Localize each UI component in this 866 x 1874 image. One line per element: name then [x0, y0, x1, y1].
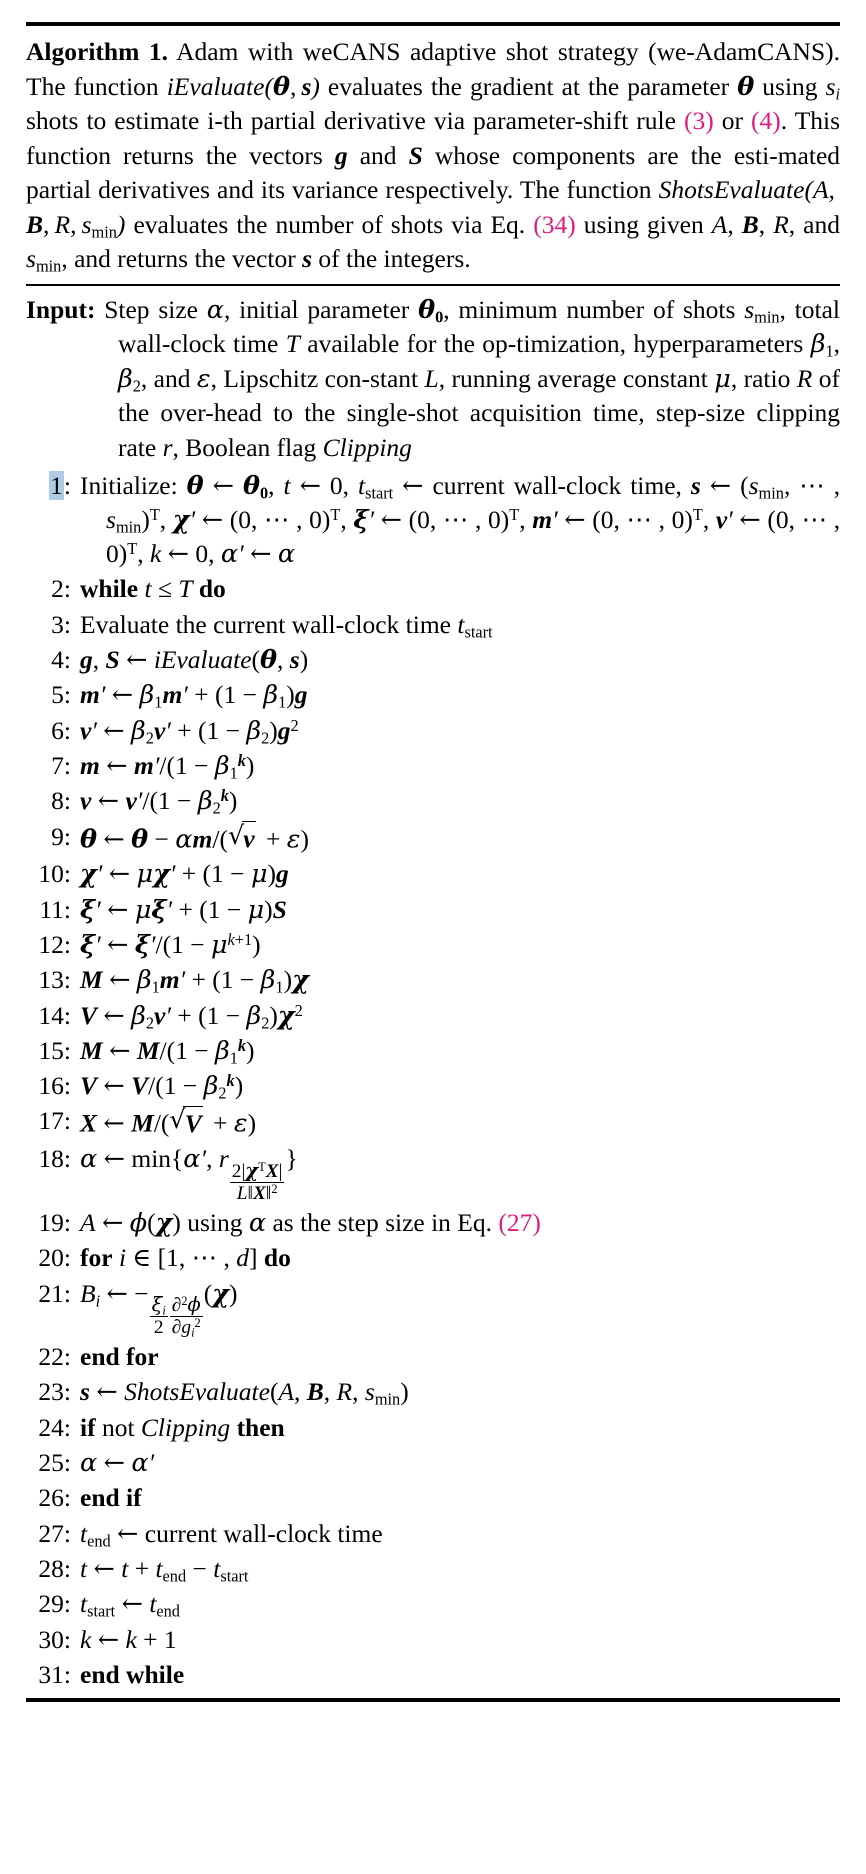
algorithm-caption: Algorithm 1. Adam with weCANS adaptive shot strategy (we-AdamCANS). The function iEvaluate(θ, s) evaluates the gradient at the parameter θ using $s_i$ shots to estimate i-th partial derivative via parameter-shift rule (3) or (4). This function returns the vectors g and S whose components are the esti-mated partial derivatives and its variance respectively. The function ShotsEvaluate(A, B, R, $s_{min}$) evaluates the number of shots via Eq. (34) using given A, B, R, and $s_{min}$, and returns the vector s of the integers.: [26, 37, 841, 276]
algorithm-label: Algorithm 1.: [26, 37, 168, 66]
step-body-27: $t_{end}$ ← current wall-clock time: [80, 1518, 383, 1551]
step-number-5: 5:: [51, 680, 71, 710]
step-number-27: 27:: [38, 1518, 71, 1548]
step-14: [26, 999, 840, 1033]
step-10: [26, 857, 840, 891]
step-number-2: 2:: [51, 574, 71, 604]
step-25: [26, 1446, 840, 1480]
step-number-29: 29:: [38, 1589, 71, 1619]
step-number-4: 4:: [51, 645, 71, 675]
algorithm-steps: [26, 469, 840, 1693]
step-number-11: 11:: [39, 894, 71, 924]
step-11: [26, 893, 840, 927]
caption-smin: $s_{min}$: [26, 244, 62, 276]
step-body-28: t ← $t + t_{end} - t_{start}$: [80, 1553, 249, 1586]
eq-ref-3[interactable]: (3): [683, 106, 714, 136]
step-number-14: 14:: [38, 1000, 71, 1030]
algorithm-bottom-rule: [26, 1698, 840, 1702]
step-number-16: 16:: [38, 1071, 71, 1101]
caption-and: and: [359, 140, 397, 170]
step-body-4: g, S ← iEvaluate(θ, s): [80, 645, 309, 676]
eq-ref-4[interactable]: (4): [751, 106, 781, 136]
step-body-31: end while: [80, 1659, 185, 1689]
input-clipping-flag: Clipping: [322, 433, 412, 463]
caption-S: S: [408, 140, 423, 170]
step-23: [26, 1375, 840, 1409]
step21-derivative-fraction: $\frac{\partial^2\phi}{\partial g_i^2}$: [171, 1292, 201, 1340]
step-2: [26, 572, 840, 606]
step-body-15: M ← $M/(1 - \beta_1^k)$: [80, 1035, 255, 1068]
step-number-10: 10:: [38, 859, 71, 889]
step-29: [26, 1587, 840, 1621]
step-22: [26, 1340, 840, 1374]
step-number-31: 31:: [38, 1659, 71, 1689]
step-body-30: k ← k + 1: [80, 1624, 177, 1655]
step-number-21: 21:: [38, 1278, 71, 1308]
input-theta0: $\theta_0$: [418, 294, 444, 327]
step-15: [26, 1034, 840, 1068]
input-epsilon: ε: [196, 363, 211, 394]
step-number-22: 22:: [38, 1342, 71, 1372]
step-13: [26, 963, 840, 997]
step-body-14: V ← $\beta_2v' + (1 - \beta_2)\chi^2$: [80, 1000, 303, 1033]
step-body-2: while t ≤ T do: [80, 574, 226, 604]
step-body-5: m′ ← $\beta_1m' + (1 - \beta_1)g$: [80, 680, 308, 712]
input-L: L: [424, 363, 439, 393]
step-number-9: 9:: [51, 821, 71, 851]
step-body-26: end if: [80, 1483, 142, 1513]
step-number-23: 23:: [38, 1377, 71, 1407]
step-9: [26, 820, 840, 857]
step-27: [26, 1517, 840, 1551]
input-r: r: [162, 433, 173, 463]
step-30: [26, 1623, 840, 1657]
caption-g: g: [334, 140, 348, 170]
step-number-18: 18:: [38, 1144, 71, 1174]
step-body-12: ξ′ ← $\xi'/(1 - \mu^{k+1})$: [80, 929, 261, 960]
caption-A: A: [711, 209, 728, 239]
input-beta1: $\beta_1$: [810, 329, 834, 361]
step-20: [26, 1241, 840, 1275]
caption-title: Adam with weCANS adaptive shot strategy (we-AdamCANS). The function: [26, 37, 841, 101]
step-number-15: 15:: [38, 1035, 71, 1065]
step-body-11: ξ′ ← μξ′ + (1 − μ)S: [80, 894, 287, 925]
step-body-8: v ← $v'/(1 - \beta_2^k)$: [80, 786, 238, 818]
step-body-3: Evaluate the current wall-clock time $t_{start}$: [80, 609, 493, 642]
caption-theta: θ: [737, 71, 755, 102]
step-31: [26, 1658, 840, 1692]
step-8: [26, 784, 840, 818]
caption-text-e: whose components are the esti-mated partial derivatives and its variance respectively. The function: [26, 140, 841, 205]
step21-xi-fraction: $\frac{\xi_i}{2}$: [151, 1292, 166, 1339]
step-24: [26, 1411, 840, 1445]
step-body-21: $B_i$ ← − $\frac{\xi_i}{2}$ $\frac{\partial^2\phi}{\partial g_i^2}$ (χ): [80, 1278, 238, 1340]
step-12: [26, 928, 840, 962]
step-number-6: 6:: [51, 715, 71, 745]
step-body-23: s ← ShotsEvaluate(A, B, R, $s_{min}$): [80, 1377, 409, 1410]
caption-text-a: evaluates the gradient at the parameter: [327, 71, 730, 101]
input-label: Input:: [26, 294, 96, 324]
step-body-25: α ← α′: [80, 1448, 155, 1479]
caption-s-i: $s_i$: [825, 71, 841, 104]
step-body-29: $t_{start}$ ← $t_{end}$: [80, 1589, 180, 1621]
step-6: [26, 714, 840, 748]
step-number-8: 8:: [51, 786, 71, 816]
input-R: R: [796, 363, 813, 393]
caption-or: or: [721, 106, 743, 136]
input-mu: μ: [714, 363, 731, 394]
caption-text-b: using: [762, 71, 818, 101]
eq-ref-34[interactable]: (34): [533, 209, 576, 239]
step-body-10: χ′ ← μχ′ + (1 − μ)g: [80, 859, 289, 890]
input-T: T: [285, 329, 300, 359]
step-1: [26, 469, 840, 572]
step-number-13: 13:: [38, 965, 71, 995]
step-body-22: end for: [80, 1342, 159, 1372]
step-number-20: 20:: [38, 1243, 71, 1273]
caption-func-shotsevaluate: ShotsEvaluate(A, B, R, $s_{min}$): [26, 175, 841, 242]
step-body-24: if not Clipping then: [80, 1412, 285, 1442]
step-number-26: 26:: [38, 1483, 71, 1513]
step-body-9: θ ← θ − αm/( √ v + ε): [80, 820, 840, 857]
caption-func-ievaluate: iEvaluate(θ, s): [166, 71, 320, 102]
caption-text-c: shots to estimate i-th partial derivative via parameter-shift rule: [26, 106, 676, 136]
step-body-20: for i ∈ [1, ⋯ , d] do: [80, 1243, 291, 1273]
step-body-19: A ← ϕ(χ) using α as the step size in Eq. (27): [80, 1207, 541, 1238]
step-number-28: 28:: [38, 1553, 71, 1583]
step-5: [26, 678, 840, 712]
step-18: [26, 1142, 840, 1205]
step-7: [26, 749, 840, 783]
step-17: [26, 1104, 840, 1141]
step-body-7: m ← $m'/(1 - \beta_1^k)$: [80, 750, 255, 783]
input-beta2: $\beta_2$: [118, 363, 141, 396]
step-body-16: V ← $V/(1 - \beta_2^k)$: [80, 1070, 244, 1103]
step-3: [26, 608, 840, 642]
step-number-24: 24:: [38, 1412, 71, 1442]
step-number-3: 3:: [51, 609, 71, 639]
step-19: [26, 1206, 840, 1240]
step-body-6: v′ ← $\beta_2v' + (1 - \beta_2)g^2$: [80, 715, 299, 748]
step-number-30: 30:: [38, 1624, 71, 1654]
step18-fraction: $\frac{2|\chi^TX|}{L‖X‖^2}$: [231, 1158, 283, 1205]
step-body-1: Initialize: θ ← $\theta_0$, t ← 0, $t_{start}$ ← current wall-clock time, s ← ($s_{min}$, ⋯ , $s_{min})^T$, χ′ ← (0, ⋯ , 0)$^T$, ξ′ ← (0, ⋯ , 0)$^T$, m′ ← (0, ⋯ , 0)$^T$, v′ ← (0, ⋯ , 0)$^T$, k ← 0, α′ ← α: [80, 470, 841, 570]
step-26: [26, 1481, 840, 1515]
caption-R: R: [773, 209, 789, 239]
eq-ref-27[interactable]: (27): [498, 1207, 541, 1237]
caption-text-f: evaluates the number of shots via Eq.: [133, 209, 526, 239]
step-body-17: X ← M/( √ V + ε): [80, 1104, 840, 1141]
step-body-13: M ← $\beta_1m' + (1 - \beta_1)\chi$: [80, 965, 309, 997]
input-block: Input: Step size α, initial parameter $\theta_0$, minimum number of shots $s_{min}$, total wall-clock time T available for the op⁠-timization, hyperparameters $\beta_1$, $\beta_2$, and ε, Lipschitz con⁠-stant L, running average constant μ, ratio R of the over⁠-head to the single-shot acquisition time, step-size clipping rate r, Boolean flag Clipping: [26, 294, 840, 463]
input-alpha: α: [206, 294, 224, 325]
algorithm-mid-rule: [26, 284, 840, 286]
step-number-7: 7:: [51, 750, 71, 780]
step-number-1: 1:: [50, 470, 71, 500]
caption-s-vec: s: [302, 244, 313, 274]
step-number-12: 12:: [38, 929, 71, 959]
input-smin: $s_{min}$: [744, 294, 780, 327]
step-number-19: 19:: [38, 1207, 71, 1237]
algorithm-top-rule: [26, 22, 840, 26]
caption-text-g: using given: [583, 209, 704, 239]
step-28: [26, 1552, 840, 1586]
step-body-18: α ← min{α′, r $\frac{2|\chi^TX|}{L‖X‖^2}$ }: [80, 1144, 298, 1205]
caption-B: B: [741, 209, 759, 239]
step-number-25: 25:: [38, 1448, 71, 1478]
step-number-17: 17:: [38, 1106, 71, 1136]
caption-text-d: . This function returns the vectors: [26, 106, 841, 170]
step-4: [26, 643, 840, 677]
step-21: [26, 1277, 840, 1340]
step-16: [26, 1069, 840, 1103]
